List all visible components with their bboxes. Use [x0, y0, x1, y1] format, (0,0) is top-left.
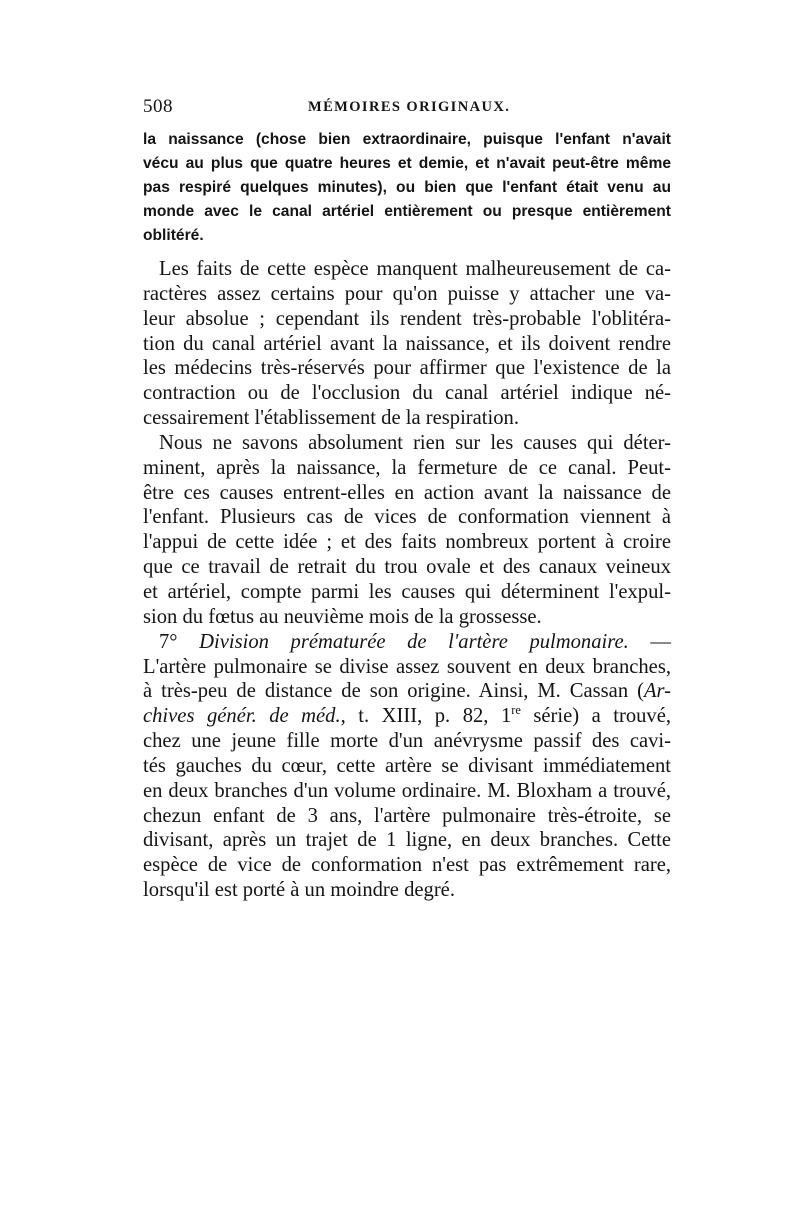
text-line: leur absolue ; cependant ils rendent très-probable l'oblitéra- — [143, 307, 671, 330]
text-line: contraction ou de l'occlusion du canal artériel indique né- — [143, 382, 671, 405]
superscript: re — [511, 703, 521, 718]
text-segment: à très-peu de distance de son origine. Ainsi, M. Cassan ( — [143, 680, 644, 703]
text-line: pas respiré quelques minutes), ou bien que l'enfant était venu au — [143, 179, 671, 196]
text-line: tés gauches du cœur, cette artère se divisant immédiatement — [143, 754, 671, 777]
paragraph-2 — [143, 431, 671, 630]
text-line: et artériel, compte parmi les causes qui déterminent l'expul- — [143, 580, 671, 603]
text-line: monde avec le canal artériel entièrement ou presque entièrement — [143, 203, 671, 220]
text-line: chez une jeune fille morte d'un anévrysme passif des cavi- — [143, 730, 671, 753]
text-line: divisant, après un trajet de 1 ligne, en deux branches. Cette — [143, 829, 671, 852]
text-line — [143, 704, 671, 729]
section-heading-line — [143, 630, 671, 655]
continued-paragraph — [143, 128, 671, 248]
text-segment: , t. XIII, p. 82, 1 — [340, 705, 512, 728]
text-segment: série) a trouvé, — [520, 705, 672, 728]
citation-italic: Ar- — [643, 680, 671, 703]
text-line: être ces causes entrent-elles en action avant la naissance de — [143, 481, 671, 504]
text-line: que ce travail de retrait du trou ovale et des canaux veineux — [143, 556, 671, 579]
text-line: L'artère pulmonaire se divise assez souvent en deux branches, — [143, 655, 671, 678]
text-line: ractères assez certains pour qu'on puisse y attacher une va- — [143, 282, 671, 305]
text-line: l'enfant. Plusieurs cas de vices de conformation viennent à — [143, 506, 671, 529]
running-head: MÉMOIRES ORIGINAUX. — [308, 99, 511, 115]
text-line: lorsqu'il est porté à un moindre degré. — [143, 879, 455, 902]
body-text — [143, 257, 671, 903]
text-line: Nous ne savons absolument rien sur les causes qui déter- — [159, 431, 671, 454]
text-line: oblitéré. — [143, 227, 204, 244]
text-line: cessairement l'établissement de la respiration. — [143, 407, 519, 430]
text-line: espèce de vice de conformation n'est pas extrêmement rare, — [143, 854, 671, 877]
citation-italic: chives génér. de méd. — [143, 705, 341, 728]
text-line: les médecins très-réservés pour affirmer que l'existence de la — [143, 357, 671, 380]
text-line: l'appui de cette idée ; et des faits nombreux portent à croire — [143, 531, 671, 554]
text-line: chezun enfant de 3 ans, l'artère pulmonaire très-étroite, se — [143, 804, 671, 827]
page-header — [143, 96, 673, 122]
paragraph-1 — [143, 257, 671, 431]
text-line: tion du canal artériel avant la naissance, et ils doivent rendre — [143, 332, 671, 355]
paragraph-3 — [143, 630, 671, 903]
page-number: 508 — [143, 96, 173, 117]
text-line: en deux branches d'un volume ordinaire. M. Bloxham a trouvé, — [143, 779, 671, 802]
text-line: sion du fœtus au neuvième mois de la grossesse. — [143, 605, 542, 628]
section-dash: — — [628, 630, 671, 653]
text-line: Les faits de cette espèce manquent malheureusement de ca- — [159, 258, 671, 280]
text-line: la naissance (chose bien extraordinaire, puisque l'enfant n'avait — [143, 131, 671, 148]
text-line: vécu au plus que quatre heures et demie, et n'avait peut-être même — [143, 155, 671, 172]
text-line — [143, 679, 671, 704]
text-line: minent, après la naissance, la fermeture de ce canal. Peut- — [143, 456, 671, 479]
section-title: Division prématurée de l'artère pulmonaire. — [199, 630, 629, 653]
section-number: 7° — [159, 630, 178, 653]
